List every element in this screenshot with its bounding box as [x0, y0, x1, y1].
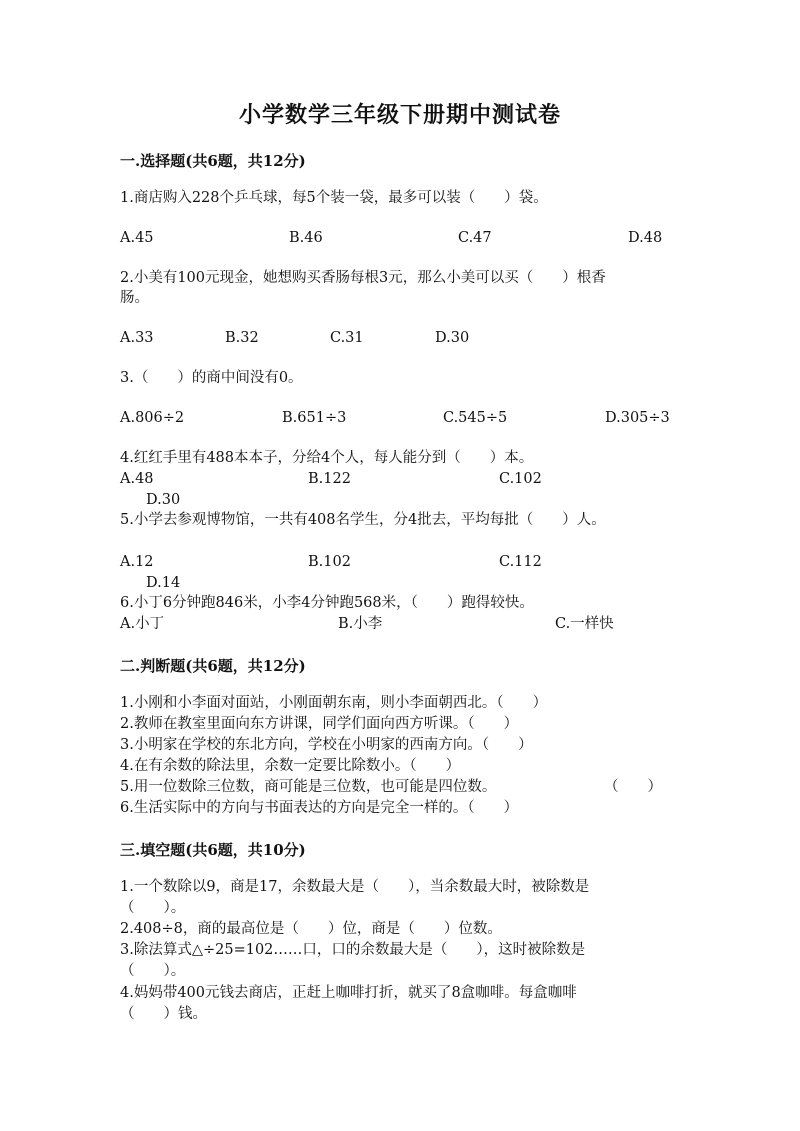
judge-item: 4.在有余数的除法里，余数一定要比除数小。（ ） — [120, 758, 461, 774]
option-a: A.48 — [120, 471, 154, 487]
option-b: B.651÷3 — [282, 410, 347, 426]
option-a: A.33 — [120, 330, 154, 346]
option-a: A.806÷2 — [120, 410, 185, 426]
option-c: C.545÷5 — [443, 410, 508, 426]
judge-item: 6.生活实际中的方向与书面表达的方向是完全一样的。（ ） — [120, 800, 519, 816]
option-b: B.102 — [308, 554, 351, 570]
judge-item: 3.小明家在学校的东北方向，学校在小明家的西南方向。（ ） — [120, 737, 533, 753]
option-c: C.102 — [499, 471, 542, 487]
option-a: A.12 — [120, 554, 154, 570]
question-stem: 2.小美有100元现金，她想购买香肠每根3元，那么小美可以买（ ）根香 — [120, 270, 606, 286]
judge-item: 5.用一位数除三位数，商可能是三位数，也可能是四位数。 — [120, 779, 497, 795]
option-d: D.305÷3 — [605, 410, 670, 426]
option-a: A.小丁 — [120, 616, 165, 632]
fill-item-cont: （ ）钱。 — [120, 1006, 207, 1022]
judge-answer-blank: （ ） — [604, 779, 662, 795]
section-heading-choice: 一.选择题(共6题，共12分) — [120, 152, 306, 170]
fill-item: 2.408÷8，商的最高位是（ ）位，商是（ ）位数。 — [120, 921, 502, 937]
section-heading-judge: 二.判断题(共6题，共12分) — [120, 657, 306, 675]
option-c: C.112 — [499, 554, 542, 570]
option-c: C.47 — [458, 230, 492, 246]
fill-item-cont: （ ）。 — [120, 963, 186, 979]
question-stem: 5.小学去参观博物馆，一共有408名学生，分4批去，平均每批（ ）人。 — [120, 512, 606, 528]
option-d: D.14 — [146, 575, 181, 591]
option-d: D.30 — [435, 330, 470, 346]
question-stem: 4.红红手里有488本本子，分给4个人，每人能分到（ ）本。 — [120, 450, 534, 466]
option-b: B.小李 — [338, 616, 383, 632]
option-b: B.122 — [308, 471, 351, 487]
question-stem: 6.小丁6分钟跑846米，小李4分钟跑568米，（ ）跑得较快。 — [120, 595, 534, 611]
question-stem: 1.商店购入228个乒乓球，每5个装一袋，最多可以装（ ）袋。 — [120, 190, 548, 206]
fill-item: 1.一个数除以9，商是17，余数最大是（ ），当余数最大时，被除数是 — [120, 879, 590, 895]
option-d: D.30 — [146, 492, 181, 508]
question-stem-cont: 肠。 — [120, 290, 149, 306]
section-heading-fill: 三.填空题(共6题，共10分) — [120, 841, 306, 859]
fill-item: 4.妈妈带400元钱去商店，正赶上咖啡打折，就买了8盒咖啡。每盒咖啡 — [120, 985, 577, 1001]
fill-item: 3.除法算式△÷25=102……口，口的余数最大是（ ），这时被除数是 — [120, 942, 586, 958]
option-c: C.一样快 — [555, 616, 614, 632]
judge-item: 1.小刚和小李面对面站，小刚面朝东南，则小李面朝西北。（ ） — [120, 695, 548, 711]
option-b: B.46 — [289, 230, 323, 246]
page-title: 小学数学三年级下册期中测试卷 — [238, 102, 561, 128]
option-c: C.31 — [330, 330, 364, 346]
option-d: D.48 — [628, 230, 663, 246]
judge-item: 2.教师在教室里面向东方讲课，同学们面向西方听课。（ ） — [120, 716, 519, 732]
option-a: A.45 — [120, 230, 154, 246]
fill-item-cont: （ ）。 — [120, 900, 186, 916]
question-stem: 3.（ ）的商中间没有0。 — [120, 370, 303, 386]
option-b: B.32 — [225, 330, 259, 346]
